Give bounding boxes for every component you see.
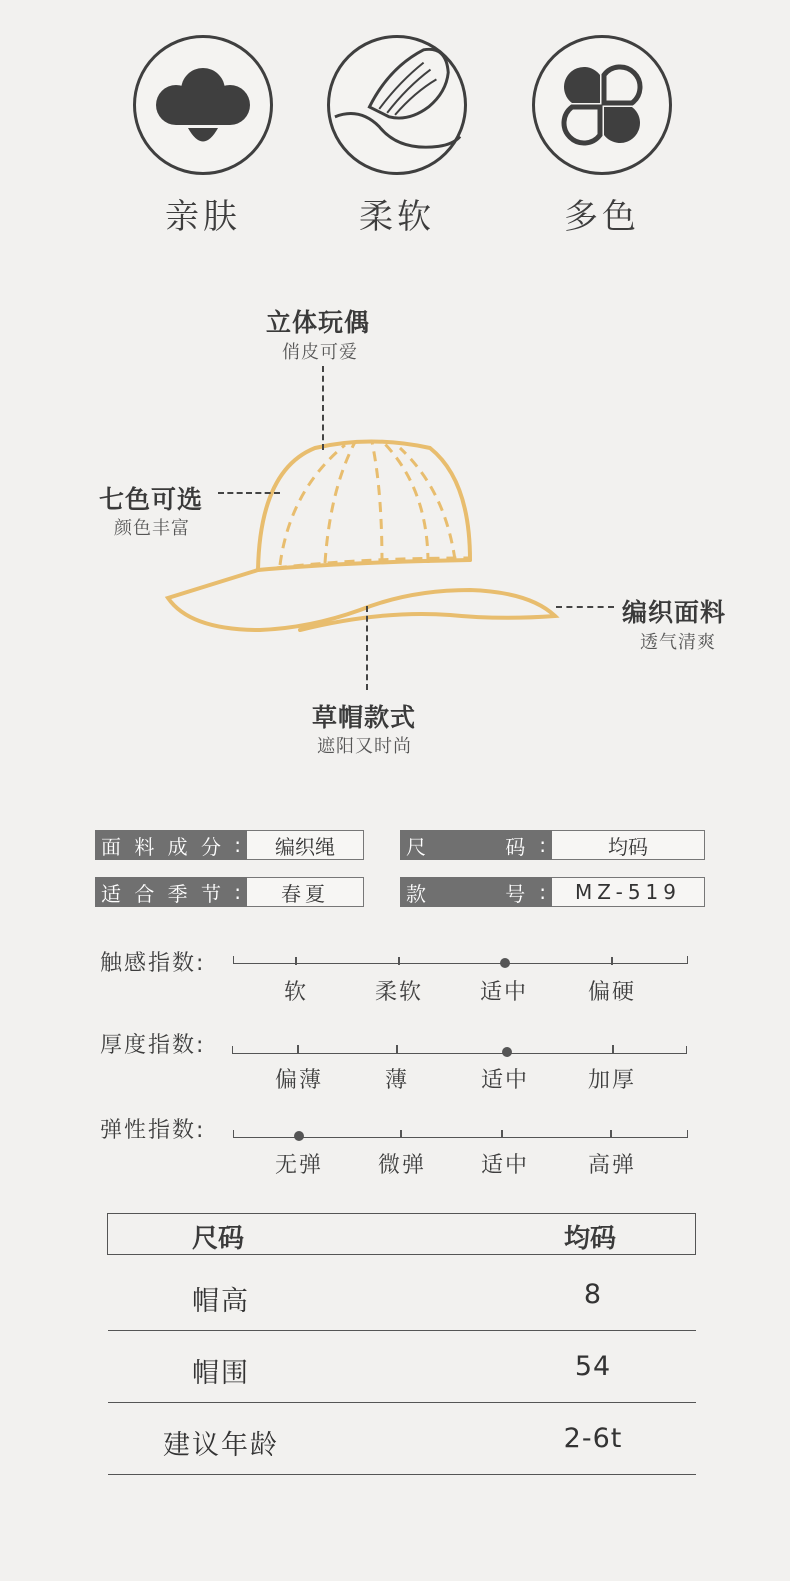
callout-bottom-subtitle: 遮阳又时尚 [317, 736, 412, 757]
spec-value: 均码 [552, 830, 705, 860]
size-row-label: 帽高 [192, 1286, 250, 1317]
callout-bottom-line [366, 606, 368, 690]
scale-tick [398, 957, 400, 965]
feature-label: 亲肤 [165, 197, 241, 237]
callout-left-title: 七色可选 [99, 485, 204, 514]
scale-tick [297, 1045, 299, 1053]
scale-marker [502, 1047, 512, 1057]
feature-label: 柔软 [359, 197, 435, 237]
scale-option: 软 [283, 980, 308, 1005]
callout-right-subtitle: 透气清爽 [640, 632, 716, 653]
callout-right-title: 编织面料 [622, 598, 727, 627]
scale-option: 加厚 [587, 1068, 636, 1093]
scale-option: 微弹 [377, 1153, 426, 1178]
size-row-value: 54 [574, 1351, 612, 1382]
size-row-value: 8 [583, 1279, 603, 1310]
scale-tick [612, 1045, 614, 1053]
spec-key-char: 码 [505, 834, 526, 859]
scale-track [232, 1046, 687, 1054]
callout-top-line [322, 366, 324, 450]
feature-label: 多色 [564, 197, 640, 237]
spec-material [95, 830, 364, 860]
scale-option: 适中 [480, 1068, 529, 1093]
callout-top-subtitle: 俏皮可爱 [282, 342, 358, 363]
spec-key-char: 适 [101, 881, 121, 906]
spec-season [95, 877, 364, 907]
spec-key-char: 成 [167, 834, 188, 859]
scale-option: 偏薄 [274, 1068, 323, 1093]
feature-soft [322, 35, 472, 238]
feature-multicolor [527, 35, 677, 238]
scale-option: 偏硬 [587, 980, 636, 1005]
hand-touch-icon [327, 35, 467, 175]
feature-skin-friendly [128, 35, 278, 238]
table-row [108, 1259, 696, 1331]
spec-key [95, 877, 247, 907]
scale-marker [500, 958, 510, 968]
spec-key-char: 款 [406, 881, 426, 906]
spec-value: 编织绳 [247, 830, 364, 860]
scale-tick [400, 1130, 402, 1138]
spec-key-char: : [539, 833, 546, 857]
scale-tick [610, 1130, 612, 1138]
scale-tick [611, 957, 613, 965]
spec-value: MZ-519 [552, 877, 705, 907]
scale-track [233, 956, 688, 964]
spec-style-number [400, 877, 705, 907]
spec-key-char: 尺 [406, 834, 426, 859]
scale-tick [396, 1045, 398, 1053]
scale-tick [295, 957, 297, 965]
scale-option: 薄 [384, 1068, 409, 1093]
spec-size [400, 830, 705, 860]
scale-title: 触感指数: [100, 951, 206, 976]
scale-title: 厚度指数: [100, 1033, 206, 1058]
spec-key [95, 830, 247, 860]
callout-right-line [556, 606, 614, 608]
callout-left-line [218, 492, 280, 494]
scale-tick [501, 1130, 503, 1138]
table-row [108, 1403, 696, 1475]
size-header-value: 均码 [564, 1224, 617, 1254]
spec-key [400, 830, 552, 860]
scale-option: 适中 [479, 980, 528, 1005]
size-row-label: 帽围 [192, 1358, 250, 1389]
scale-marker [294, 1131, 304, 1141]
spec-key-char: : [234, 833, 241, 857]
scale-title: 弹性指数: [100, 1118, 206, 1143]
size-header-label: 尺码 [192, 1224, 245, 1254]
spec-key-char: 合 [134, 881, 155, 906]
scale-option: 高弹 [587, 1153, 636, 1178]
scale-option: 柔软 [374, 980, 423, 1005]
size-row-label: 建议年龄 [163, 1430, 279, 1461]
spec-key-char: 号 [505, 881, 526, 906]
table-row [108, 1331, 696, 1403]
spec-key-char: 分 [200, 834, 221, 859]
scale-option: 适中 [480, 1153, 529, 1178]
spec-key-char: : [234, 880, 241, 904]
callout-top-title: 立体玩偶 [266, 308, 371, 337]
spec-value: 春夏 [247, 877, 364, 907]
spec-key [400, 877, 552, 907]
size-row-value: 2-6t [563, 1423, 623, 1454]
hat-illustration [150, 430, 570, 645]
callout-left-subtitle: 颜色丰富 [114, 518, 190, 539]
spec-key-char: 季 [167, 881, 188, 906]
four-leaf-icon [532, 35, 672, 175]
scale-option: 无弹 [274, 1153, 323, 1178]
callout-bottom-title: 草帽款式 [312, 703, 417, 732]
spec-key-char: 面 [101, 834, 121, 859]
spec-key-char: 料 [134, 834, 155, 859]
spec-key-char: : [539, 880, 546, 904]
cotton-icon [133, 35, 273, 175]
spec-key-char: 节 [200, 881, 221, 906]
size-table-header [107, 1213, 696, 1255]
